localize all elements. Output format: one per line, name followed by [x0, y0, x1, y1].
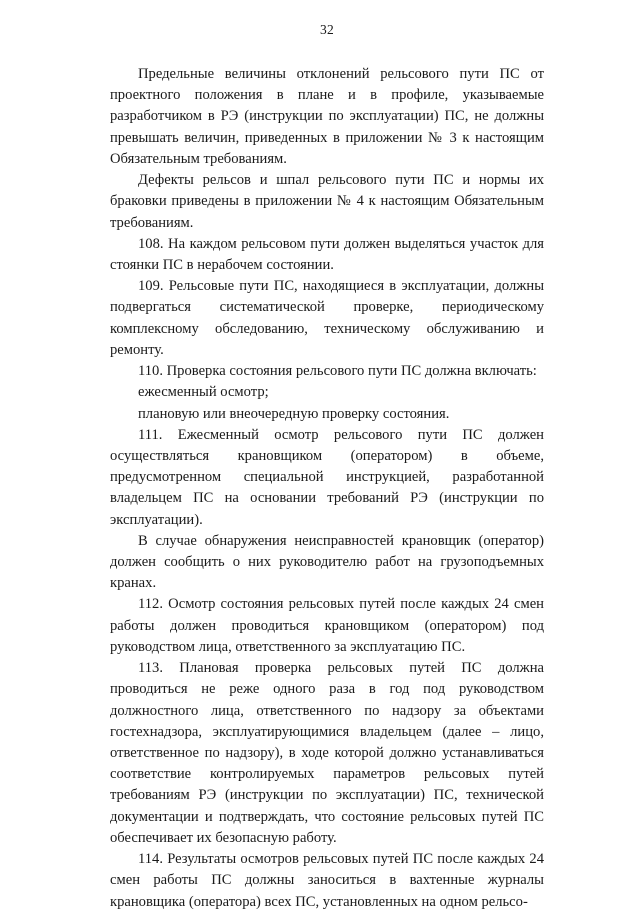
- paragraph: плановую или внеочередную проверку состояния.: [138, 405, 450, 422]
- paragraph: Дефекты рельсов и шпал рельсового пути ПС и нормы их браковки приведены в приложении № 4 к настоящим Обязательным требованиям.: [110, 172, 544, 231]
- paragraph: 113. Плановая проверка рельсовых путей ПС должна проводиться не реже одного раза в год под руководством должностного лица, ответственного по надзору за объектами гостехнадзора, эксплуатирующимися владельцем (далее – лицо, ответственное по надзору), в ходе которой должно устанавливаться соответствие контролируемых параметров рельсовых путей требованиям РЭ (инструкции по эксплуатации) ПС, технической документации и подтверждать, что состояние рельсовых путей ПС обеспечивает их безопасную работу.: [110, 660, 544, 846]
- page-number: 32: [320, 22, 334, 37]
- paragraph: 112. Осмотр состояния рельсовых путей после каждых 24 смен работы должен проводиться крановщиком (оператором) под руководством лица, ответственного за эксплуатацию ПС.: [110, 596, 544, 655]
- paragraph: Предельные величины отклонений рельсового пути ПС от проектного положения в плане и в профиле, указываемые разработчиком в РЭ (инструкции по эксплуатации) ПС, не должны превышать величин, приведенных в приложении № 3 к настоящим Обязательным требованиям.: [110, 66, 544, 167]
- paragraph: 110. Проверка состояния рельсового пути ПС должна включать:: [138, 363, 537, 380]
- paragraph: 108. На каждом рельсовом пути должен выделяться участок для стоянки ПС в нерабочем состоянии.: [110, 235, 544, 273]
- paragraph: ежесменный осмотр;: [138, 384, 269, 401]
- paragraph: 111. Ежесменный осмотр рельсового пути ПС должен осуществляться крановщиком (оператором) в объеме, предусмотренном специальной инструкцией, разработанной владельцем ПС на основании требований РЭ (инструкции по эксплуатации).: [110, 426, 544, 528]
- document-body: [110, 64, 544, 913]
- paragraph: В случае обнаружения неисправностей крановщик (оператор) должен сообщить о них руководителю работ на грузоподъемных кранах.: [110, 532, 544, 592]
- paragraph: 114. Результаты осмотров рельсовых путей ПС после каждых 24 смен работы ПС должны заноситься в вахтенные журналы крановщика (оператора) всех ПС, установленных на одном рельсо-: [110, 851, 544, 910]
- paragraph: 109. Рельсовые пути ПС, находящиеся в эксплуатации, должны подвергаться систематической проверке, периодическому комплексному обследованию, техническому обслуживанию и ремонту.: [110, 278, 544, 358]
